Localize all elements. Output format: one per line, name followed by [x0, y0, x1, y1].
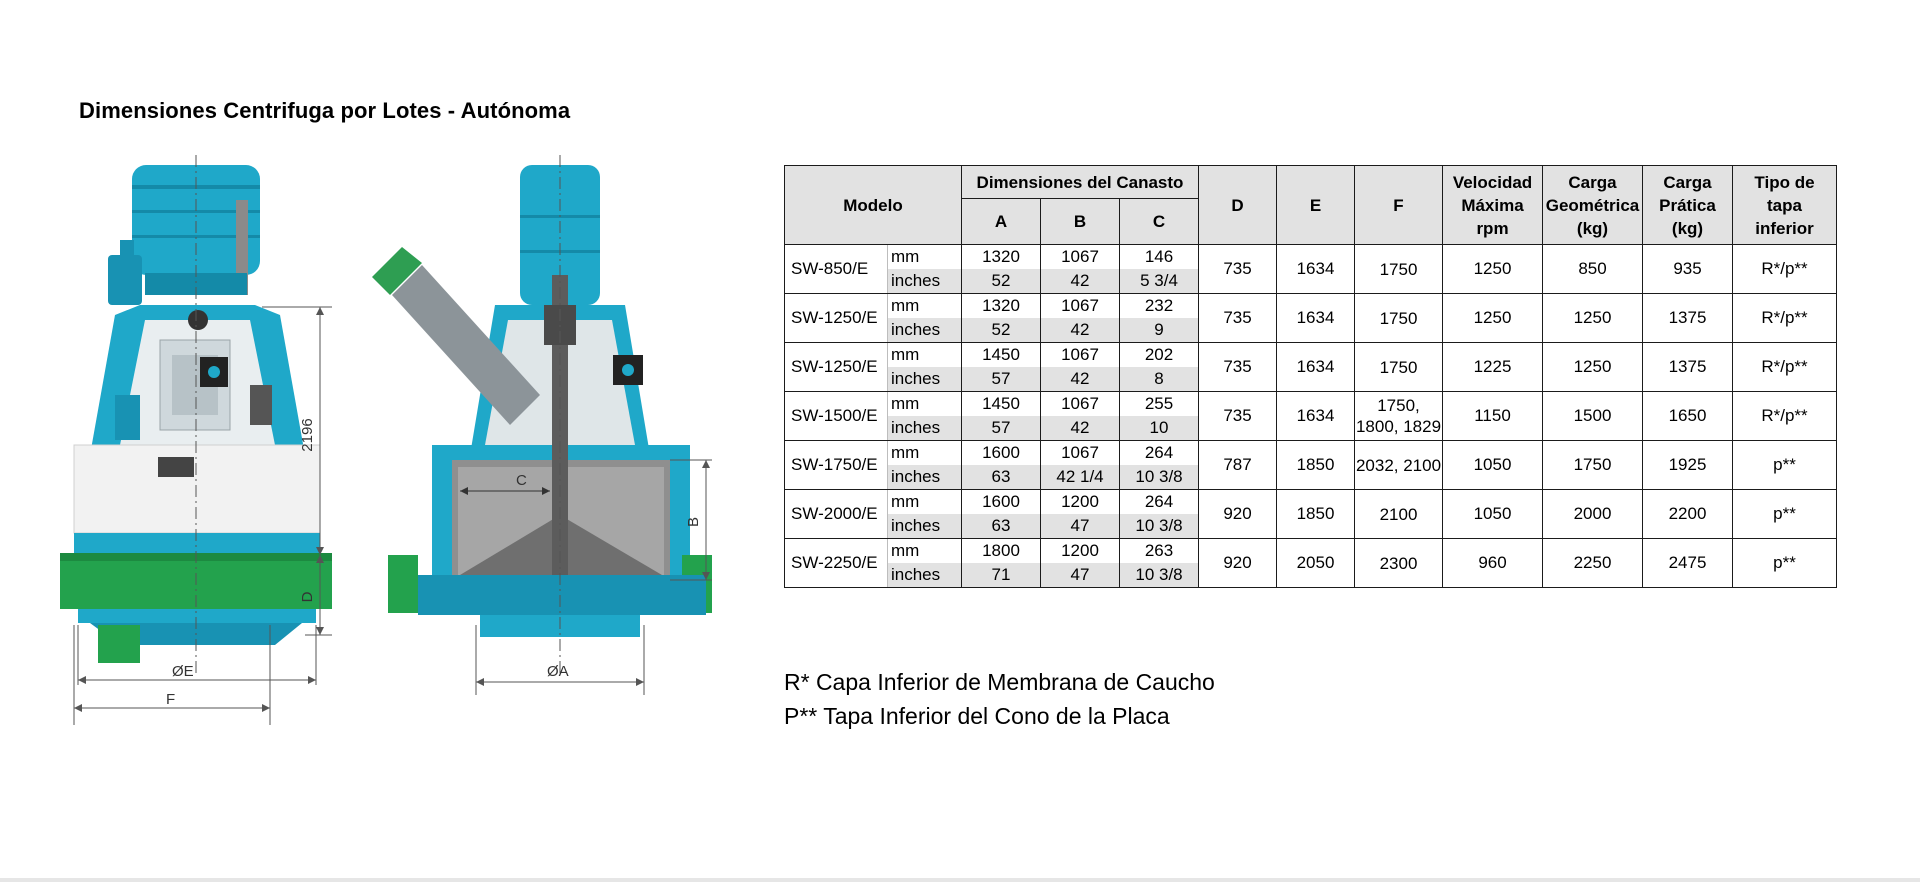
geometric-load-cell: 1750 [1543, 441, 1643, 490]
table-row [785, 490, 1837, 539]
dim-e-cell: 1634 [1277, 392, 1355, 441]
practical-load-cell: 2200 [1643, 490, 1733, 539]
header-b: B [1041, 199, 1120, 245]
e-dimension-label: ØE [172, 663, 194, 680]
model-cell: SW-2000/E [785, 490, 888, 539]
dim-b-cell: 1067 42 [1041, 294, 1120, 343]
units-cell: mm inches [888, 392, 962, 441]
dim-d-cell: 735 [1199, 245, 1277, 294]
geometric-load-cell: 2250 [1543, 539, 1643, 588]
geometric-load-cell: 1500 [1543, 392, 1643, 441]
table-row [785, 441, 1837, 490]
dim-b-cell: 1067 42 [1041, 392, 1120, 441]
logo-badge [188, 310, 208, 330]
dim-f-cell: 1750 [1355, 245, 1443, 294]
header-basket-dimensions: Dimensiones del Canasto [962, 166, 1199, 199]
practical-load-cell: 935 [1643, 245, 1733, 294]
bottom-type-cell: R*/p** [1733, 343, 1837, 392]
dimensions-table [784, 165, 1837, 588]
d-dimension-label: D [299, 591, 316, 603]
dim-a-cell: 1800 71 [962, 539, 1041, 588]
units-cell: mm inches [888, 490, 962, 539]
discharge-outlet [98, 625, 140, 663]
bottom-type-cell: p** [1733, 539, 1837, 588]
dim-c-cell: 232 9 [1120, 294, 1199, 343]
dim-c-cell: 202 8 [1120, 343, 1199, 392]
centrifuge-front-view [60, 155, 332, 725]
dim-a-cell: 1320 52 [962, 294, 1041, 343]
model-cell: SW-1250/E [785, 343, 888, 392]
header-speed: Velocidad Máxima rpm [1443, 166, 1543, 245]
page-title: Dimensiones Centrifuga por Lotes - Autónoma [79, 98, 571, 123]
table-row [785, 343, 1837, 392]
dim-e-cell: 1634 [1277, 294, 1355, 343]
model-cell: SW-1500/E [785, 392, 888, 441]
speed-cell: 960 [1443, 539, 1543, 588]
dim-c-cell: 255 10 [1120, 392, 1199, 441]
dim-f-cell: 1750, 1800, 1829 [1355, 392, 1443, 441]
dim-a-cell: 1320 52 [962, 245, 1041, 294]
bottom-type-cell: p** [1733, 490, 1837, 539]
dim-f-cell: 1750 [1355, 294, 1443, 343]
dim-b-cell: 1067 42 [1041, 343, 1120, 392]
practical-load-cell: 1375 [1643, 294, 1733, 343]
practical-load-cell: 1650 [1643, 392, 1733, 441]
dim-e-cell: 1850 [1277, 490, 1355, 539]
geometric-load-cell: 2000 [1543, 490, 1643, 539]
header-practical-load: Carga Prática (kg) [1643, 166, 1733, 245]
dim-c-cell: 263 10 3/8 [1120, 539, 1199, 588]
dim-a-cell: 1600 63 [962, 441, 1041, 490]
speed-cell: 1050 [1443, 490, 1543, 539]
legend-plate-cone: P** Tapa Inferior del Cono de la Placa [784, 703, 1170, 729]
table-row [785, 539, 1837, 588]
geometric-load-cell: 850 [1543, 245, 1643, 294]
dim-a-cell: 1450 57 [962, 392, 1041, 441]
model-cell: SW-1750/E [785, 441, 888, 490]
dim-f-cell: 2032, 2100 [1355, 441, 1443, 490]
speed-cell: 1225 [1443, 343, 1543, 392]
speed-cell: 1050 [1443, 441, 1543, 490]
geometric-load-cell: 1250 [1543, 343, 1643, 392]
bottom-type-cell: R*/p** [1733, 392, 1837, 441]
centrifuge-drawings [50, 155, 730, 735]
speed-cell: 1250 [1443, 294, 1543, 343]
dim-d-cell: 735 [1199, 343, 1277, 392]
dim-c-cell: 264 10 3/8 [1120, 441, 1199, 490]
header-a: A [962, 199, 1041, 245]
dim-e-cell: 1850 [1277, 441, 1355, 490]
f-dimension-label: F [166, 691, 176, 708]
speed-cell: 1150 [1443, 392, 1543, 441]
dim-a-cell: 1600 63 [962, 490, 1041, 539]
model-cell: SW-2250/E [785, 539, 888, 588]
header-e: E [1277, 166, 1355, 245]
dim-e-cell: 1634 [1277, 343, 1355, 392]
header-bottom-type: Tipo de tapa inferior [1733, 166, 1837, 245]
bottom-type-cell: p** [1733, 441, 1837, 490]
centrifuge-section-view [372, 155, 712, 695]
header-geometric-load: Carga Geométrica (kg) [1543, 166, 1643, 245]
units-cell: mm inches [888, 441, 962, 490]
dim-c-cell: 146 5 3/4 [1120, 245, 1199, 294]
dim-b-cell: 1067 42 [1041, 245, 1120, 294]
header-c: C [1120, 199, 1199, 245]
a-dimension-label: ØA [547, 663, 569, 680]
header-f: F [1355, 166, 1443, 245]
header-model: Modelo [785, 166, 962, 245]
dim-f-cell: 2300 [1355, 539, 1443, 588]
dim-d-cell: 920 [1199, 490, 1277, 539]
dim-b-cell: 1200 47 [1041, 539, 1120, 588]
units-cell: mm inches [888, 343, 962, 392]
practical-load-cell: 2475 [1643, 539, 1733, 588]
c-dimension-label: C [516, 472, 527, 489]
dim-f-cell: 2100 [1355, 490, 1443, 539]
page-bottom-edge [0, 878, 1920, 882]
casing-band [74, 445, 320, 533]
dim-d-cell: 735 [1199, 294, 1277, 343]
table-row [785, 245, 1837, 294]
height-dimension-label: 2196 [299, 418, 316, 452]
dim-e-cell: 1634 [1277, 245, 1355, 294]
speed-cell: 1250 [1443, 245, 1543, 294]
practical-load-cell: 1375 [1643, 343, 1733, 392]
b-dimension-label: B [685, 516, 702, 528]
bottom-type-cell: R*/p** [1733, 294, 1837, 343]
dim-c-cell: 264 10 3/8 [1120, 490, 1199, 539]
table-row [785, 294, 1837, 343]
dim-a-cell: 1450 57 [962, 343, 1041, 392]
model-cell: SW-850/E [785, 245, 888, 294]
bottom-type-cell: R*/p** [1733, 245, 1837, 294]
table-row [785, 392, 1837, 441]
dim-d-cell: 787 [1199, 441, 1277, 490]
practical-load-cell: 1925 [1643, 441, 1733, 490]
model-cell: SW-1250/E [785, 294, 888, 343]
dim-b-cell: 1067 42 1/4 [1041, 441, 1120, 490]
legend-rubber-membrane: R* Capa Inferior de Membrana de Caucho [784, 669, 1215, 695]
header-d: D [1199, 166, 1277, 245]
units-cell: mm inches [888, 539, 962, 588]
units-cell: mm inches [888, 245, 962, 294]
units-cell: mm inches [888, 294, 962, 343]
dim-e-cell: 2050 [1277, 539, 1355, 588]
dim-d-cell: 735 [1199, 392, 1277, 441]
dim-f-cell: 1750 [1355, 343, 1443, 392]
geometric-load-cell: 1250 [1543, 294, 1643, 343]
dim-b-cell: 1200 47 [1041, 490, 1120, 539]
dim-d-cell: 920 [1199, 539, 1277, 588]
